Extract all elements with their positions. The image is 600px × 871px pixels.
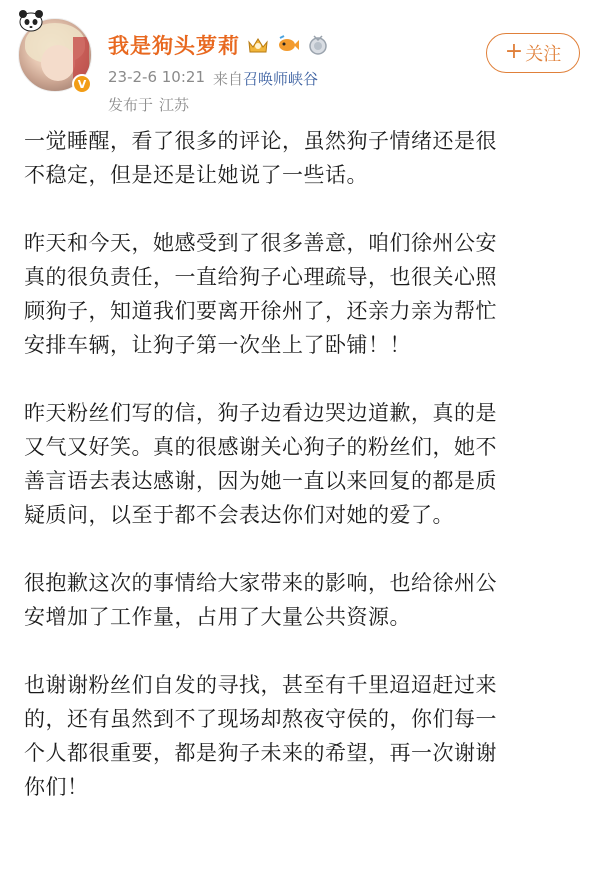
name-row: [108, 30, 330, 60]
post-paragraph: 昨天和今天，她感受到了很多善意，咱们徐州公安 真的很负责任，一直给狗子心理疏导，也很关心照 顾狗子，知道我们要离开徐州了，还亲力亲为帮忙 安排车辆，让狗子第一次坐上了卧铺！！: [24, 231, 497, 357]
post-paragraph: 很抱歉这次的事情给大家带来的影响，也给徐州公 安增加了工作量，占用了大量公共资源。: [24, 571, 497, 629]
panda-icon: [18, 10, 44, 32]
plus-icon: +: [504, 39, 524, 64]
fish-badge-icon[interactable]: [276, 34, 300, 56]
medal-badge-icon[interactable]: [306, 34, 330, 56]
crown-badge-icon[interactable]: [246, 34, 270, 56]
username[interactable]: 我是狗头萝莉: [108, 34, 240, 58]
verified-badge: V: [72, 74, 92, 94]
source-link[interactable]: 召唤师峡谷: [243, 70, 319, 88]
location-row: [108, 94, 189, 115]
meta-row: [108, 68, 318, 89]
follow-label: 关注: [525, 44, 562, 65]
follow-button[interactable]: [486, 33, 580, 73]
location-prefix: 发布于: [108, 96, 154, 114]
location: 江苏: [159, 96, 190, 114]
source-prefix: 来自: [213, 70, 244, 88]
post-paragraph: 昨天粉丝们写的信，狗子边看边哭边道歉，真的是 又气又好笑。真的很感谢关心狗子的粉丝们，她不 善言语去表达感谢，因为她一直以来回复的都是质 疑质问，以至于都不会表达你们对她的爱了。: [24, 401, 497, 527]
post-timestamp: 23-2-6 10:21: [108, 68, 205, 86]
post-paragraph: 也谢谢粉丝们自发的寻找，甚至有千里迢迢赶过来 的，还有虽然到不了现场却熬夜守侯的，你们每一 个人都很重要，都是狗子未来的希望，再一次谢谢 你们！: [24, 673, 497, 799]
post-header: [0, 0, 600, 120]
post-paragraph: 一觉睡醒，看了很多的评论，虽然狗子情绪还是很 不稳定，但是还是让她说了一些话。: [24, 129, 497, 187]
avatar-container[interactable]: [18, 18, 92, 92]
post-content: [24, 124, 582, 804]
